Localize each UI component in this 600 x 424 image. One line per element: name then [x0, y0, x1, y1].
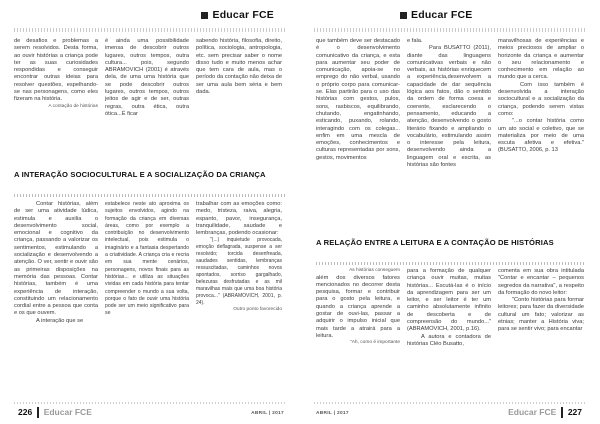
footer-divider: [314, 402, 586, 404]
right-bottom-column-2: [407, 268, 491, 348]
paragraph-continuation: A contação de histórias: [48, 103, 98, 109]
paragraph: trabalhar com as emoções como: medo, tristeza, raiva, alegria, espanto, pavor, insegurança, tranquilidade, saudade e lembranças, podendo ocasionar:: [196, 201, 282, 237]
header-divider: [14, 28, 286, 32]
section-divider: [316, 262, 586, 265]
right-top-column-2: [407, 38, 491, 169]
right-footer: [508, 406, 582, 418]
paragraph: que também deve ser destacado é o desenvolvimento comunicativo da criança, e esta para aumentar seu poder de comunicação, apoia-se no emprego do não verbal, usando o próprio corpo para comunicar-se. Elas partirão para o uso das histórias com gestos, pulos, sons, rasbiscos, equilibrando, chutando, engatinhando, esticando, puxando, rolando, interagindo com os colegas... enfim em uma mescla de emoções, conhecimentos e culturas representadas por sons, gestos, movimentos: [316, 38, 400, 161]
right-header: [400, 8, 473, 22]
paragraph: maravilhosas de experiências e meios preciosos de ampliar o horizonte da criança e aumentar o seu relacionamento e conhecimento em relação ao mundo que a cerca.: [498, 38, 584, 81]
block-quote: "...o contar história como um ato social e coletivo, que se materializa por meio de uma escuta afetiva e efetiva." (BUSATTO, 2006, p. 13: [498, 118, 584, 154]
section-heading: A INTERAÇÃO SOCIOCULTURAL E A SOCIALIZAÇÃO DA CRIANÇA: [14, 170, 266, 179]
paragraph: estabelece neste ato aproxima os sujeitos envolvidos, agindo na formação da criança em diversas áreas, como por exemplo a contribuição no desenvolvimento intelectual, pois estimula o imaginário e a fantasia despertando a criatividade. A criança cria e recria em sua mente cenários, personagens, novos finais para as histórias... e utiliza as situações vividas em cada história para tentar compreender o mundo a sua volta, porque o fato de ouvir uma história pode ser um meio significativo para se: [105, 201, 189, 317]
paragraph: Para BUSATTO (2011), diante das linguagens comunicativas verbais e não verbais, as histórias enriquecem a experiência,desenvolvem a capacidade de dar sequência lógica aos fatos, dão o sentido da ordem de forma coesa e coerente, esclarecendo o pensamento, educando a atenção, desenvolvendo o gosto literário fixando e ampliando o vocabulário, estimulando assim o interesse pela leitura, desenvolvendo ainda a linguagem oral e escrita, as histórias são fontes: [407, 45, 491, 169]
paragraph-continuation: "Ah, como é importante: [350, 340, 400, 346]
block-quote: "(...) inquietude provocada, emoção deflagrada, suspense a ser resolvido; torcida desenfreada, saudades sentidas, lembranças ressuscitadas, caminhos novos apontados, sorriso gargalhado, belezuras desfrutadas e as mil maravilhas mais que uma boa história provoca..." (ABRAMOVICH, 2001, p. 24).: [196, 237, 282, 306]
page-number: 226: [18, 407, 33, 417]
paragraph: é ainda uma possibilidade imensa de descobrir outros lugares, outros tempos, outra cultura... pois, segundo ABRAMOVICH (2001) é através dela, de uma uma história que se pode descobrir outros lugares, outros tempos, outros jeitos de agir e de ser, outras regras, outra ética, outra ótica...É ficar: [105, 38, 189, 117]
paragraph: e fala.: [407, 38, 423, 44]
paragraph: Contar histórias, além de ser uma atividade lúdica, estimula e auxilia o desenvolvimento social, emocional e cognitivo da criança, passando a valorizar os sentimentos, estimulando a socialização e desenvolvendo a atenção. O ver, sentir e ouvir são as primeiras disposições na memória das pessoas. Contar histórias, também é uma experiência de interação, constituindo um relacionamento cordial entre a pessoa que conta e os que ouvem.: [14, 201, 98, 317]
footer-separator: [561, 407, 563, 418]
paragraph: de desafios e problemas a serem resolvidos. Desta forma, ao ouvir histórias a criança pode ter as suas curiosidades respondidas e conseguir encontrar outras ideias para resolver questões, espelhando-se nas personagens, como eles fizeram na história.: [14, 38, 98, 103]
footer-brand: Educar FCE: [43, 407, 92, 417]
square-bullet-icon: [400, 12, 407, 19]
paragraph-continuation: Outro ponto favorecido: [233, 306, 282, 312]
paragraph-start: As histórias conseguem: [349, 268, 400, 273]
paragraph: comenta em sua obra intitulada "Contar e encantar – pequenos segredos da narrativa", a respeito da formação do novo leitor:: [498, 268, 584, 296]
section-divider: [14, 194, 286, 197]
square-bullet-icon: [201, 12, 208, 19]
page-number: 227: [567, 407, 582, 417]
issue-date: ABRIL | 2017: [251, 411, 284, 416]
paragraph: para a formação de qualquer criança ouvir muitas, muitas histórias... Escutá-las é o início da aprendizagem para ser um leitor, e ser leitor é ter um caminho absolutamente infinito de descoberta e de compreensão do mundo..." (ABRAMOVICH, 2001, p.16).: [407, 268, 491, 333]
paragraph: A interação que se: [36, 317, 84, 324]
magazine-title: Educar FCE: [212, 9, 274, 21]
right-top-column-1: [316, 38, 400, 162]
header-divider: [314, 28, 586, 32]
left-bottom-column-2: [105, 201, 189, 318]
left-footer: [18, 406, 92, 418]
left-bottom-column-3: [196, 201, 282, 313]
footer-divider: [14, 402, 286, 404]
footer-separator: [37, 407, 39, 418]
left-bottom-column-1: [14, 201, 98, 325]
left-header: [201, 8, 274, 22]
right-bottom-column-1: [316, 268, 400, 347]
left-top-column-1: [14, 38, 98, 110]
paragraph: além dos diversos fatores mencionados no decorrer desta pesquisa, formar e contribuir para o gosto pela leitura, e quando a criança aprende a gostar de ouvi-las, passar a adquirir o impulso inicial que mais tarde a atrairá para a leitura.: [316, 274, 400, 339]
footer-brand: Educar FCE: [508, 407, 557, 417]
magazine-title: Educar FCE: [411, 9, 473, 21]
section-heading: A RELAÇÃO ENTRE A LEITURA E A CONTAÇÃO DE HISTÓRIAS: [316, 238, 554, 247]
right-bottom-column-3: [498, 268, 584, 334]
issue-date: ABRIL | 2017: [316, 411, 349, 416]
right-page: [300, 0, 600, 424]
paragraph: A autora e contadora de histórias Cléo Busatto,: [407, 333, 491, 347]
block-quote: "Conto histórias para formar leitores; para fazer da diversidade cultural um fato; valorizar as etnias; manter a História viva; para se sentir vivo; para encantar: [498, 297, 584, 333]
left-top-column-2: [105, 38, 189, 118]
paragraph: Com isso também é desenvolvida a interação sociocultural e a socialização da criança, podendo serem vistas como:: [498, 81, 584, 117]
right-top-column-3: [498, 38, 584, 155]
left-top-column-3: [196, 38, 282, 96]
paragraph: sabendo história, filosofia, direito, política, sociologia, antropologia, etc. sem precisar saber o nome disso tudo e muito menos achar que tem cara de aula, mas o período da contação não deixa de ser uma aula bem séria e bem dada.: [196, 38, 283, 96]
